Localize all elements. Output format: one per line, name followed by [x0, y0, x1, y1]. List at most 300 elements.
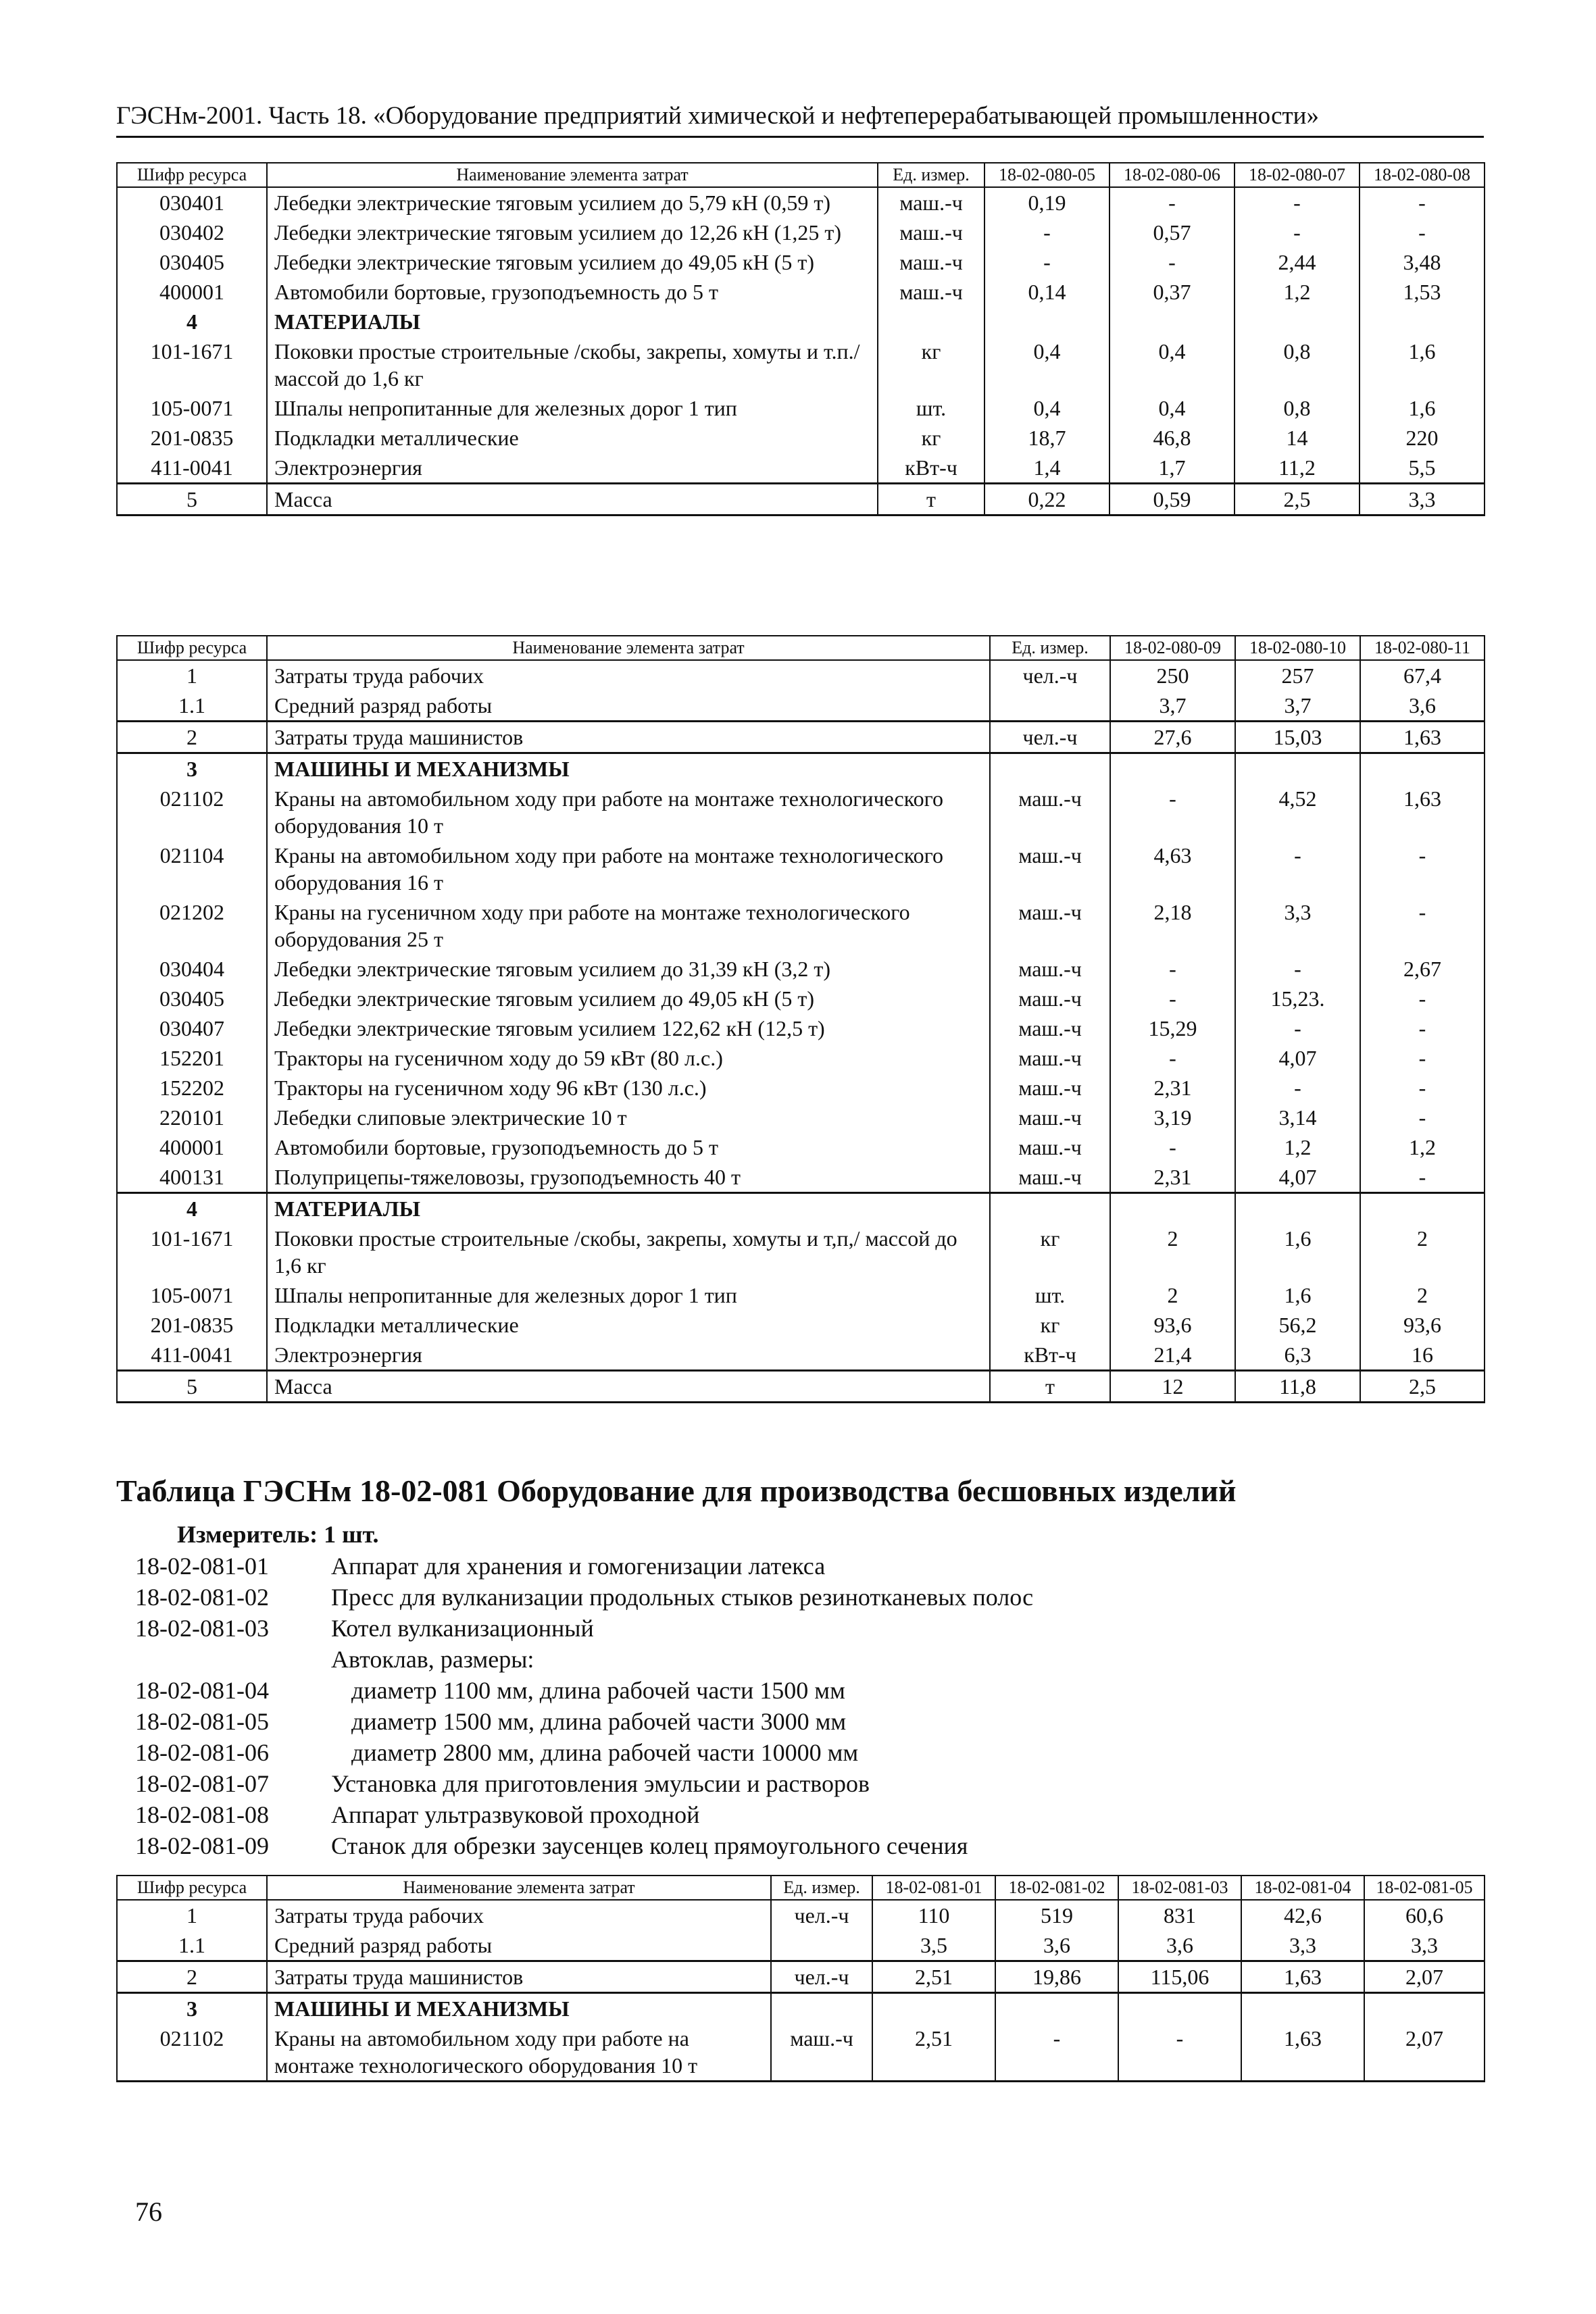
item-row	[135, 1737, 1033, 1768]
cost-element-name: Средний разряд работы	[267, 1930, 771, 1961]
value-cell: 0,8	[1235, 393, 1360, 423]
value-cell: -	[1360, 1043, 1485, 1073]
cost-element-name: Подкладки металлические	[267, 423, 878, 453]
value-cell: -	[1360, 187, 1485, 218]
value-cell: -	[1110, 984, 1235, 1013]
resource-code: 1.1	[117, 1930, 267, 1961]
value-cell: 2,51	[872, 2023, 995, 2082]
value-cell: 2,07	[1364, 2023, 1485, 2082]
table-row	[117, 784, 1485, 840]
unit-cell: маш.-ч	[990, 1132, 1110, 1162]
section-title: Таблица ГЭСНм 18-02-081 Оборудование для производства бесшовных изделий	[116, 1474, 1237, 1508]
item-list	[135, 1551, 1033, 1861]
value-cell: -	[1109, 187, 1235, 218]
value-cell: 42,6	[1241, 1900, 1364, 1930]
resource-table-080-09-11	[116, 635, 1485, 1403]
value-cell: 831	[1118, 1900, 1241, 1930]
page-number: 76	[135, 2196, 162, 2227]
resource-code: 1.1	[117, 690, 267, 722]
value-cell: 11,2	[1235, 453, 1360, 484]
unit-cell: шт.	[878, 393, 984, 423]
value-cell	[1235, 753, 1360, 784]
value-cell	[1118, 1993, 1241, 2024]
section-row	[117, 1193, 1485, 1224]
cost-element-name: Электроэнергия	[267, 1340, 990, 1371]
value-cell	[1364, 1993, 1485, 2024]
code-column-header: Шифр ресурса	[117, 163, 267, 187]
value-cell: 2	[1360, 1280, 1485, 1310]
resource-code: 021202	[117, 897, 267, 954]
norm-column-header: 18-02-081-04	[1241, 1876, 1364, 1900]
unit-column-header: Ед. измер.	[878, 163, 984, 187]
cost-element-name: Краны на автомобильном ходу при работе на монтаже технологического оборудования 10 т	[267, 2023, 771, 2082]
norm-column-header: 18-02-081-02	[995, 1876, 1118, 1900]
item-text: диаметр 1500 мм, длина рабочей части 3000 мм	[351, 1708, 847, 1735]
measure-unit: Измеритель: 1 шт.	[177, 1521, 379, 1548]
table-row	[117, 1371, 1485, 1403]
item-text: Котел вулканизационный	[331, 1615, 594, 1642]
item-row	[135, 1644, 1033, 1675]
resource-code: 201-0835	[117, 423, 267, 453]
unit-cell: чел.-ч	[771, 1961, 872, 1993]
unit-column-header: Ед. измер.	[990, 636, 1110, 660]
cost-element-name: Тракторы на гусеничном ходу 96 кВт (130 л.с.)	[267, 1073, 990, 1103]
cost-element-name: Краны на автомобильном ходу при работе на монтаже технологического оборудования 10 т	[267, 784, 990, 840]
value-cell: 1,6	[1360, 336, 1485, 393]
cost-element-name: Затраты труда рабочих	[267, 1900, 771, 1930]
value-cell: 4,07	[1235, 1043, 1360, 1073]
cost-element-name: Затраты труда рабочих	[267, 660, 990, 690]
value-cell: 67,4	[1360, 660, 1485, 690]
value-cell: 250	[1110, 660, 1235, 690]
cost-element-name: Автомобили бортовые, грузоподъемность до 5 т	[267, 1132, 990, 1162]
resource-code: 400001	[117, 277, 267, 307]
resource-code: 030405	[117, 984, 267, 1013]
cost-element-name: МАТЕРИАЛЫ	[267, 1193, 990, 1224]
value-cell: -	[995, 2023, 1118, 2082]
unit-cell: маш.-ч	[990, 954, 1110, 984]
cost-element-name: МАТЕРИАЛЫ	[267, 307, 878, 336]
table-row	[117, 218, 1485, 247]
resource-code: 152202	[117, 1073, 267, 1103]
value-cell: 2,07	[1364, 1961, 1485, 1993]
unit-cell: маш.-ч	[878, 187, 984, 218]
value-cell: -	[1360, 1013, 1485, 1043]
norm-column-header: 18-02-080-08	[1360, 163, 1485, 187]
cost-element-name: Средний разряд работы	[267, 690, 990, 722]
value-cell: 3,48	[1360, 247, 1485, 277]
item-code	[135, 1644, 331, 1675]
unit-cell: маш.-ч	[990, 1073, 1110, 1103]
unit-column-header: Ед. измер.	[771, 1876, 872, 1900]
table-row	[117, 393, 1485, 423]
table-row	[117, 247, 1485, 277]
value-cell: 3,6	[1360, 690, 1485, 722]
norm-column-header: 18-02-081-05	[1364, 1876, 1485, 1900]
value-cell: 12	[1110, 1371, 1235, 1403]
unit-cell: маш.-ч	[990, 984, 1110, 1013]
resource-code: 030402	[117, 218, 267, 247]
resource-code: 220101	[117, 1103, 267, 1132]
resource-code: 1	[117, 1900, 267, 1930]
item-code: 18-02-081-01	[135, 1553, 269, 1580]
unit-cell: маш.-ч	[878, 218, 984, 247]
value-cell: 3,14	[1235, 1103, 1360, 1132]
unit-cell: кг	[878, 336, 984, 393]
value-cell: 0,4	[984, 336, 1109, 393]
name-column-header: Наименование элемента затрат	[267, 636, 990, 660]
value-cell: 2,31	[1110, 1162, 1235, 1193]
value-cell: 1,63	[1360, 722, 1485, 753]
value-cell: 3,6	[995, 1930, 1118, 1961]
value-cell	[984, 307, 1109, 336]
value-cell	[1109, 307, 1235, 336]
table-row	[117, 1900, 1485, 1930]
cost-element-name: МАШИНЫ И МЕХАНИЗМЫ	[267, 1993, 771, 2024]
value-cell: 1,6	[1235, 1280, 1360, 1310]
value-cell: 1,53	[1360, 277, 1485, 307]
value-cell: 6,3	[1235, 1340, 1360, 1371]
value-cell	[872, 1993, 995, 2024]
value-cell: 257	[1235, 660, 1360, 690]
item-row	[135, 1613, 1033, 1644]
resource-code: 4	[117, 307, 267, 336]
cost-element-name: Поковки простые строительные /скобы, закрепы, хомуты и т.п./ массой до 1,6 кг	[267, 336, 878, 393]
cost-element-name: Затраты труда машинистов	[267, 722, 990, 753]
value-cell: 60,6	[1364, 1900, 1485, 1930]
value-cell: 3,3	[1235, 897, 1360, 954]
value-cell	[1360, 1193, 1485, 1224]
value-cell: 2	[1110, 1280, 1235, 1310]
value-cell: -	[1235, 954, 1360, 984]
value-cell: 0,14	[984, 277, 1109, 307]
value-cell: 519	[995, 1900, 1118, 1930]
unit-cell	[771, 1993, 872, 2024]
unit-cell: маш.-ч	[771, 2023, 872, 2082]
item-code: 18-02-081-06	[135, 1739, 269, 1766]
norm-column-header: 18-02-080-06	[1109, 163, 1235, 187]
value-cell	[1110, 753, 1235, 784]
table-row	[117, 1013, 1485, 1043]
value-cell: -	[984, 247, 1109, 277]
item-row	[135, 1675, 1033, 1706]
cost-element-name: Тракторы на гусеничном ходу до 59 кВт (80 л.с.)	[267, 1043, 990, 1073]
resource-code: 1	[117, 660, 267, 690]
table-row	[117, 187, 1485, 218]
resource-code: 400131	[117, 1162, 267, 1193]
value-cell: 11,8	[1235, 1371, 1360, 1403]
value-cell: 15,03	[1235, 722, 1360, 753]
running-header: ГЭСНм-2001. Часть 18. «Оборудование предприятий химической и нефтеперерабатывающей промышленности»	[116, 101, 1484, 138]
norm-column-header: 18-02-080-10	[1235, 636, 1360, 660]
name-column-header: Наименование элемента затрат	[267, 1876, 771, 1900]
cost-element-name: Лебедки электрические тяговым усилием до 12,26 кН (1,25 т)	[267, 218, 878, 247]
table-row	[117, 954, 1485, 984]
value-cell: 15,23.	[1235, 984, 1360, 1013]
table-row	[117, 277, 1485, 307]
unit-cell: шт.	[990, 1280, 1110, 1310]
value-cell: 3,19	[1110, 1103, 1235, 1132]
cost-element-name: Электроэнергия	[267, 453, 878, 484]
resource-code: 101-1671	[117, 336, 267, 393]
value-cell: -	[1118, 2023, 1241, 2082]
resource-code: 021102	[117, 784, 267, 840]
value-cell: -	[1110, 1043, 1235, 1073]
norm-column-header: 18-02-080-05	[984, 163, 1109, 187]
value-cell: 1,63	[1241, 1961, 1364, 1993]
norm-column-header: 18-02-080-09	[1110, 636, 1235, 660]
value-cell: -	[1360, 840, 1485, 897]
cost-element-name: Лебедки электрические тяговым усилием до 5,79 кН (0,59 т)	[267, 187, 878, 218]
value-cell: 56,2	[1235, 1310, 1360, 1340]
unit-cell: кВт-ч	[990, 1340, 1110, 1371]
table-row	[117, 1961, 1485, 1993]
unit-cell: маш.-ч	[878, 277, 984, 307]
table-row	[117, 1073, 1485, 1103]
value-cell: -	[1360, 1103, 1485, 1132]
value-cell: 93,6	[1360, 1310, 1485, 1340]
value-cell: -	[1110, 1132, 1235, 1162]
table-row	[117, 423, 1485, 453]
table-row	[117, 453, 1485, 484]
value-cell: 2,31	[1110, 1073, 1235, 1103]
value-cell: 1,63	[1360, 784, 1485, 840]
cost-element-name: Шпалы непропитанные для железных дорог 1 тип	[267, 1280, 990, 1310]
value-cell: 3,5	[872, 1930, 995, 1961]
value-cell: -	[1235, 1073, 1360, 1103]
value-cell: 0,19	[984, 187, 1109, 218]
table-row	[117, 1280, 1485, 1310]
unit-cell: кг	[990, 1224, 1110, 1280]
value-cell	[1360, 307, 1485, 336]
cost-element-name: Краны на гусеничном ходу при работе на монтаже технологического оборудования 25 т	[267, 897, 990, 954]
value-cell: 115,06	[1118, 1961, 1241, 1993]
resource-code: 021104	[117, 840, 267, 897]
unit-cell: маш.-ч	[990, 1013, 1110, 1043]
item-row	[135, 1706, 1033, 1737]
item-row	[135, 1799, 1033, 1830]
table-row	[117, 1103, 1485, 1132]
value-cell: -	[1360, 984, 1485, 1013]
value-cell: -	[1235, 1013, 1360, 1043]
resource-code: 152201	[117, 1043, 267, 1073]
item-row	[135, 1582, 1033, 1613]
value-cell: 27,6	[1110, 722, 1235, 753]
value-cell: 0,4	[984, 393, 1109, 423]
resource-code: 2	[117, 722, 267, 753]
unit-cell: маш.-ч	[990, 1043, 1110, 1073]
resource-code: 411-0041	[117, 1340, 267, 1371]
resource-code: 030407	[117, 1013, 267, 1043]
item-text: Станок для обрезки заусенцев колец прямоугольного сечения	[331, 1832, 968, 1859]
value-cell: -	[1360, 1162, 1485, 1193]
table-row	[117, 1224, 1485, 1280]
cost-element-name: Лебедки электрические тяговым усилием 122,62 кН (12,5 т)	[267, 1013, 990, 1043]
cost-element-name: Масса	[267, 484, 878, 515]
value-cell: 4,52	[1235, 784, 1360, 840]
value-cell: 2,51	[872, 1961, 995, 1993]
item-text: Аппарат ультразвуковой проходной	[331, 1801, 700, 1828]
item-text: диаметр 1100 мм, длина рабочей части 1500 мм	[351, 1677, 845, 1704]
table-row	[117, 1162, 1485, 1193]
section-row	[117, 307, 1485, 336]
value-cell: 5,5	[1360, 453, 1485, 484]
item-row	[135, 1830, 1033, 1861]
value-cell: 1,63	[1241, 2023, 1364, 2082]
value-cell: 1,2	[1360, 1132, 1485, 1162]
section-row	[117, 753, 1485, 784]
unit-cell: кг	[990, 1310, 1110, 1340]
table-row	[117, 2023, 1485, 2082]
table-row	[117, 897, 1485, 954]
value-cell: 4,07	[1235, 1162, 1360, 1193]
resource-code: 021102	[117, 2023, 267, 2082]
value-cell: 3,3	[1241, 1930, 1364, 1961]
unit-cell: маш.-ч	[878, 247, 984, 277]
value-cell: 3,3	[1360, 484, 1485, 515]
unit-cell	[990, 690, 1110, 722]
resource-code: 4	[117, 1193, 267, 1224]
value-cell: 2,44	[1235, 247, 1360, 277]
resource-code: 201-0835	[117, 1310, 267, 1340]
table-row	[117, 984, 1485, 1013]
value-cell: -	[1110, 954, 1235, 984]
value-cell	[1360, 753, 1485, 784]
norm-column-header: 18-02-080-11	[1360, 636, 1485, 660]
header-row	[117, 1876, 1485, 1900]
unit-cell	[990, 1193, 1110, 1224]
resource-code: 030405	[117, 247, 267, 277]
table-row	[117, 722, 1485, 753]
item-text: диаметр 2800 мм, длина рабочей части 10000 мм	[351, 1739, 859, 1766]
header-row	[117, 163, 1485, 187]
item-text: Установка для приготовления эмульсии и растворов	[331, 1770, 870, 1797]
unit-cell: маш.-ч	[990, 1162, 1110, 1193]
value-cell: 220	[1360, 423, 1485, 453]
item-code: 18-02-081-07	[135, 1770, 269, 1797]
value-cell: 2,18	[1110, 897, 1235, 954]
table-row	[117, 1043, 1485, 1073]
value-cell: 93,6	[1110, 1310, 1235, 1340]
cost-element-name: Лебедки электрические тяговым усилием до 49,05 кН (5 т)	[267, 247, 878, 277]
value-cell: 15,29	[1110, 1013, 1235, 1043]
cost-element-name: Лебедки электрические тяговым усилием до 49,05 кН (5 т)	[267, 984, 990, 1013]
value-cell	[1235, 1193, 1360, 1224]
item-code: 18-02-081-04	[135, 1677, 269, 1704]
item-code: 18-02-081-02	[135, 1584, 269, 1611]
cost-element-name: МАШИНЫ И МЕХАНИЗМЫ	[267, 753, 990, 784]
value-cell: 0,4	[1109, 336, 1235, 393]
item-code: 18-02-081-09	[135, 1832, 269, 1859]
value-cell: 0,22	[984, 484, 1109, 515]
value-cell: 0,4	[1109, 393, 1235, 423]
resource-code: 411-0041	[117, 453, 267, 484]
unit-cell	[771, 1930, 872, 1961]
value-cell: 18,7	[984, 423, 1109, 453]
cost-element-name: Автомобили бортовые, грузоподъемность до 5 т	[267, 277, 878, 307]
code-column-header: Шифр ресурса	[117, 636, 267, 660]
item-code: 18-02-081-08	[135, 1801, 269, 1828]
value-cell: -	[1235, 840, 1360, 897]
resource-table-080-05-08	[116, 162, 1485, 516]
resource-table-081-01-05	[116, 1875, 1485, 2082]
value-cell: 1,7	[1109, 453, 1235, 484]
value-cell: 3,7	[1110, 690, 1235, 722]
table-row	[117, 336, 1485, 393]
unit-cell: кВт-ч	[878, 453, 984, 484]
item-row	[135, 1768, 1033, 1799]
value-cell: 1,4	[984, 453, 1109, 484]
value-cell: -	[1235, 218, 1360, 247]
unit-cell	[878, 307, 984, 336]
item-text: Автоклав, размеры:	[331, 1646, 534, 1673]
unit-cell: маш.-ч	[990, 1103, 1110, 1132]
value-cell	[1110, 1193, 1235, 1224]
unit-cell: т	[990, 1371, 1110, 1403]
table-row	[117, 1132, 1485, 1162]
cost-element-name: Полуприцепы-тяжеловозы, грузоподъемность 40 т	[267, 1162, 990, 1193]
cost-element-name: Поковки простые строительные /скобы, закрепы, хомуты и т,п,/ массой до 1,6 кг	[267, 1224, 990, 1280]
resource-code: 3	[117, 753, 267, 784]
unit-cell: кг	[878, 423, 984, 453]
item-text: Пресс для вулканизации продольных стыков резинотканевых полос	[331, 1584, 1034, 1611]
table-row	[117, 690, 1485, 722]
section-row	[117, 1993, 1485, 2024]
cost-element-name: Масса	[267, 1371, 990, 1403]
table-row	[117, 1310, 1485, 1340]
resource-code: 2	[117, 1961, 267, 1993]
value-cell: -	[984, 218, 1109, 247]
cost-element-name: Затраты труда машинистов	[267, 1961, 771, 1993]
resource-code: 101-1671	[117, 1224, 267, 1280]
norm-column-header: 18-02-081-01	[872, 1876, 995, 1900]
name-column-header: Наименование элемента затрат	[267, 163, 878, 187]
norm-column-header: 18-02-081-03	[1118, 1876, 1241, 1900]
item-code: 18-02-081-05	[135, 1708, 269, 1735]
value-cell: 4,63	[1110, 840, 1235, 897]
header-row	[117, 636, 1485, 660]
value-cell: 16	[1360, 1340, 1485, 1371]
item-code: 18-02-081-03	[135, 1615, 269, 1642]
value-cell	[995, 1993, 1118, 2024]
value-cell: -	[1360, 1073, 1485, 1103]
table-row	[117, 484, 1485, 515]
cost-element-name: Шпалы непропитанные для железных дорог 1 тип	[267, 393, 878, 423]
value-cell: 110	[872, 1900, 995, 1930]
table-row	[117, 840, 1485, 897]
value-cell: -	[1360, 218, 1485, 247]
value-cell: -	[1235, 187, 1360, 218]
unit-cell: чел.-ч	[771, 1900, 872, 1930]
resource-code: 3	[117, 1993, 267, 2024]
value-cell: 0,59	[1109, 484, 1235, 515]
table-row	[117, 1930, 1485, 1961]
cost-element-name: Подкладки металлические	[267, 1310, 990, 1340]
value-cell: 0,57	[1109, 218, 1235, 247]
item-row	[135, 1551, 1033, 1582]
value-cell: 2,5	[1235, 484, 1360, 515]
value-cell: 0,8	[1235, 336, 1360, 393]
value-cell: -	[1360, 897, 1485, 954]
unit-cell: чел.-ч	[990, 722, 1110, 753]
value-cell: 2,5	[1360, 1371, 1485, 1403]
value-cell: 14	[1235, 423, 1360, 453]
value-cell: 3,6	[1118, 1930, 1241, 1961]
value-cell: 1,2	[1235, 277, 1360, 307]
cost-element-name: Лебедки электрические тяговым усилием до 31,39 кН (3,2 т)	[267, 954, 990, 984]
norm-column-header: 18-02-080-07	[1235, 163, 1360, 187]
unit-cell	[990, 753, 1110, 784]
